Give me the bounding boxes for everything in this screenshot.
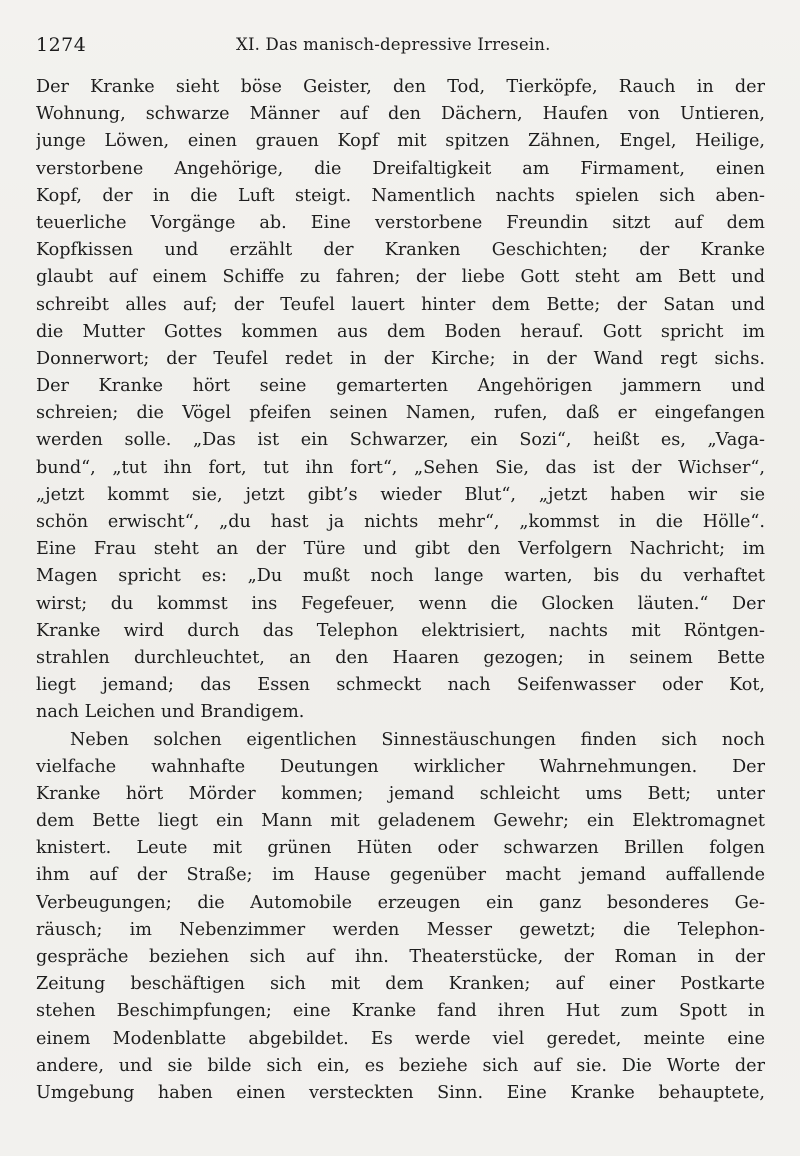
page-number: 1274 — [36, 34, 87, 56]
text-line: Kranke hört Mörder kommen; jemand schleicht ums Bett; unter — [36, 783, 765, 804]
text-line: Kopf, der in die Luft steigt. Namentlich nachts spielen sich aben- — [36, 185, 765, 206]
paragraph — [36, 74, 765, 727]
paragraph — [36, 727, 765, 1108]
text-line: nach Leichen und Brandigem. — [36, 702, 305, 723]
text-line: liegt jemand; das Essen schmeckt nach Seifenwasser oder Kot, — [36, 675, 765, 696]
text-line: Neben solchen eigentlichen Sinnestäuschungen finden sich noch — [70, 729, 765, 750]
text-line: einem Modenblatte abgebildet. Es werde viel geredet, meinte eine — [36, 1028, 765, 1049]
text-line: Kopfkissen und erzählt der Kranken Geschichten; der Kranke — [36, 240, 765, 261]
text-line: ihm auf der Straße; im Hause gegenüber macht jemand auffallende — [36, 865, 765, 886]
text-line: schreibt alles auf; der Teufel lauert hinter dem Bette; der Satan und — [36, 294, 765, 315]
text-line: Der Kranke hört seine gemarterten Angehörigen jammern und — [36, 376, 765, 397]
text-line: vielfache wahnhafte Deutungen wirklicher Wahrnehmungen. Der — [36, 756, 765, 777]
text-line: die Mutter Gottes kommen aus dem Boden herauf. Gott spricht im — [36, 321, 765, 342]
text-line: Donnerwort; der Teufel redet in der Kirche; in der Wand regt sichs. — [36, 348, 765, 369]
text-line: dem Bette liegt ein Mann mit geladenem Gewehr; ein Elektromagnet — [36, 811, 765, 832]
text-line: Zeitung beschäftigen sich mit dem Kranken; auf einer Postkarte — [36, 974, 765, 995]
text-line: stehen Beschimpfungen; eine Kranke fand ihren Hut zum Spott in — [36, 1001, 765, 1022]
text-line: bund“, „tut ihn fort, tut ihn fort“, „Sehen Sie, das ist der Wichser“, — [36, 457, 765, 478]
text-line: „jetzt kommt sie, jetzt gibt’s wieder Blut“, „jetzt haben wir sie — [36, 484, 765, 505]
text-line: schreien; die Vögel pfeifen seinen Namen, rufen, daß er eingefangen — [36, 403, 765, 424]
text-line: glaubt auf einem Schiffe zu fahren; der liebe Gott steht am Bett und — [36, 267, 765, 288]
text-line: teuerliche Vorgänge ab. Eine verstorbene Freundin sitzt auf dem — [36, 212, 765, 233]
text-line: junge Löwen, einen grauen Kopf mit spitzen Zähnen, Engel, Heilige, — [36, 131, 765, 152]
text-line: strahlen durchleuchtet, an den Haaren gezogen; in seinem Bette — [36, 647, 765, 668]
text-line: gespräche beziehen sich auf ihn. Theaterstücke, der Roman in der — [36, 947, 765, 967]
body-text — [36, 74, 765, 1107]
text-line: knistert. Leute mit grünen Hüten oder schwarzen Brillen folgen — [36, 838, 765, 859]
text-line: Eine Frau steht an der Türe und gibt den Verfolgern Nachricht; im — [36, 539, 765, 560]
text-line: schön erwischt“, „du hast ja nichts mehr“, „kommst in die Hölle“. — [36, 512, 765, 532]
text-line: andere, und sie bilde sich ein, es beziehe sich auf sie. Die Worte der — [36, 1055, 765, 1076]
text-line: Umgebung haben einen versteckten Sinn. Eine Kranke behauptete, — [36, 1082, 765, 1103]
text-line: wirst; du kommst ins Fegefeuer, wenn die Glocken läuten.“ Der — [36, 593, 765, 614]
text-line: räusch; im Nebenzimmer werden Messer gewetzt; die Telephon- — [36, 919, 765, 940]
text-line: Wohnung, schwarze Männer auf den Dächern, Haufen von Untieren, — [36, 104, 765, 125]
text-line: verstorbene Angehörige, die Dreifaltigkeit am Firmament, einen — [36, 158, 765, 179]
text-line: Magen spricht es: „Du mußt noch lange warten, bis du verhaftet — [36, 566, 765, 587]
page-header — [36, 34, 764, 58]
text-line: Der Kranke sieht böse Geister, den Tod, Tierköpfe, Rauch in der — [36, 77, 765, 97]
text-line: werden solle. „Das ist ein Schwarzer, ein Sozi“, heißt es, „Vaga- — [36, 430, 765, 451]
text-line: Kranke wird durch das Telephon elektrisiert, nachts mit Röntgen- — [36, 620, 765, 641]
text-line: Verbeugungen; die Automobile erzeugen ein ganz besonderes Ge- — [36, 892, 765, 913]
running-head: XI. Das manisch-depressive Irresein. — [236, 35, 551, 54]
